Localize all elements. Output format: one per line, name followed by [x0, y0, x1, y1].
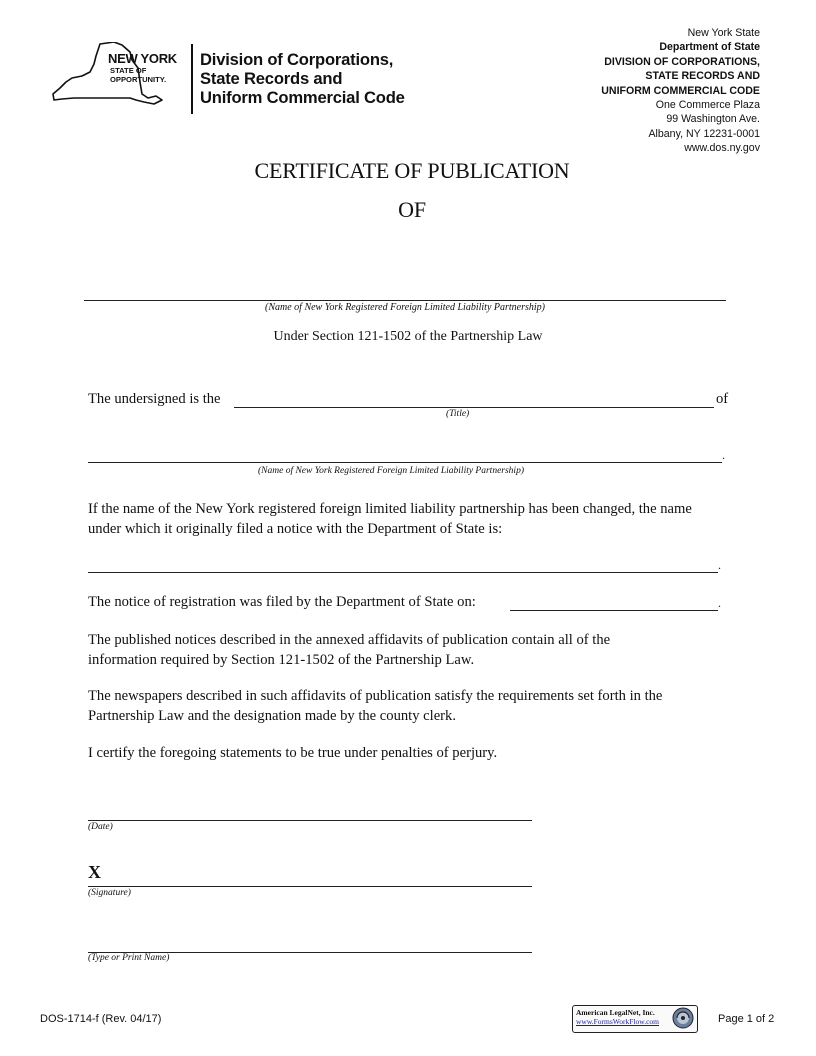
logo-division-line-2: State Records and	[200, 69, 343, 88]
logo-division-line-1: Division of Corporations,	[200, 50, 394, 69]
address-line-7: 99 Washington Ave.	[666, 113, 760, 126]
period-mark: .	[722, 448, 725, 462]
published-notices-paragraph: The published notices described in the annexed affidavits of publication contain all of the information required by Section 121-1502 of the Partnership Law.	[88, 632, 611, 668]
form-number: DOS-1714-f (Rev. 04/17)	[40, 1013, 162, 1025]
partnership-name-caption-2: (Name of New York Registered Foreign Limited Liability Partnership)	[258, 466, 524, 476]
logo-divider	[191, 44, 193, 114]
logo-opportunity: OPPORTUNITY.	[110, 74, 167, 84]
partnership-name-caption: (Name of New York Registered Foreign Limited Liability Partnership)	[265, 302, 545, 313]
logo-division-name	[200, 50, 405, 107]
address-website[interactable]: www.dos.ny.gov	[684, 142, 760, 155]
logo-new-york-text: NEW YORK	[108, 51, 177, 66]
department-address	[601, 26, 760, 156]
date-field[interactable]	[88, 820, 532, 821]
title-caption: (Title)	[446, 409, 470, 419]
certify-paragraph: I certify the foregoing statements to be true under penalties of perjury.	[88, 745, 498, 761]
newspapers-paragraph: The newspapers described in such affidavits of publication satisfy the requirements set forth in the Partnership Law and the designation made by the county clerk.	[88, 688, 663, 724]
section-reference: Under Section 121-1502 of the Partnership Law	[273, 329, 543, 344]
print-name-caption: (Type or Print Name)	[88, 953, 170, 963]
period-mark-2: .	[718, 558, 721, 572]
address-line-2: Department of State	[659, 41, 760, 54]
registration-date-field[interactable]	[510, 610, 718, 611]
document-title-of: OF	[398, 197, 426, 222]
logo-state-of-opportunity	[110, 67, 188, 84]
original-name-field[interactable]	[88, 572, 718, 573]
partnership-name-field-2[interactable]	[88, 462, 722, 463]
signature-caption: (Signature)	[88, 888, 131, 898]
address-line-1: New York State	[687, 27, 760, 39]
page-number: Page 1 of 2	[718, 1013, 775, 1025]
address-line-4: STATE RECORDS AND	[645, 70, 760, 83]
logo-division-line-3: Uniform Commercial Code	[200, 88, 405, 107]
address-line-8: Albany, NY 12231-0001	[648, 127, 760, 140]
address-line-6: One Commerce Plaza	[655, 99, 760, 112]
name-changed-paragraph: If the name of the New York registered foreign limited liability partnership has been changed, the name under which it originally filed a notice with the Department of State is:	[88, 501, 692, 537]
forms-workflow-link[interactable]: www.FormsWorkFlow.com	[576, 1017, 660, 1026]
undersigned-label: The undersigned is the	[88, 391, 221, 407]
partnership-name-field[interactable]	[84, 300, 726, 301]
address-line-5: UNIFORM COMMERCIAL CODE	[601, 84, 760, 97]
signature-field[interactable]	[88, 886, 532, 887]
american-legalnet-name: American LegalNet, Inc.	[576, 1008, 655, 1017]
address-line-3: DIVISION OF CORPORATIONS,	[604, 55, 760, 68]
date-caption: (Date)	[88, 822, 113, 832]
logo-state-of: STATE OF	[110, 66, 147, 75]
of-label: of	[716, 391, 729, 407]
title-field[interactable]	[234, 407, 714, 408]
period-mark-3: .	[718, 596, 721, 610]
document-title: CERTIFICATE OF PUBLICATION	[254, 158, 570, 183]
signature-mark: X	[88, 862, 101, 882]
notice-registration-label: The notice of registration was filed by the Department of State on:	[88, 594, 476, 610]
globe-icon	[672, 1007, 694, 1029]
